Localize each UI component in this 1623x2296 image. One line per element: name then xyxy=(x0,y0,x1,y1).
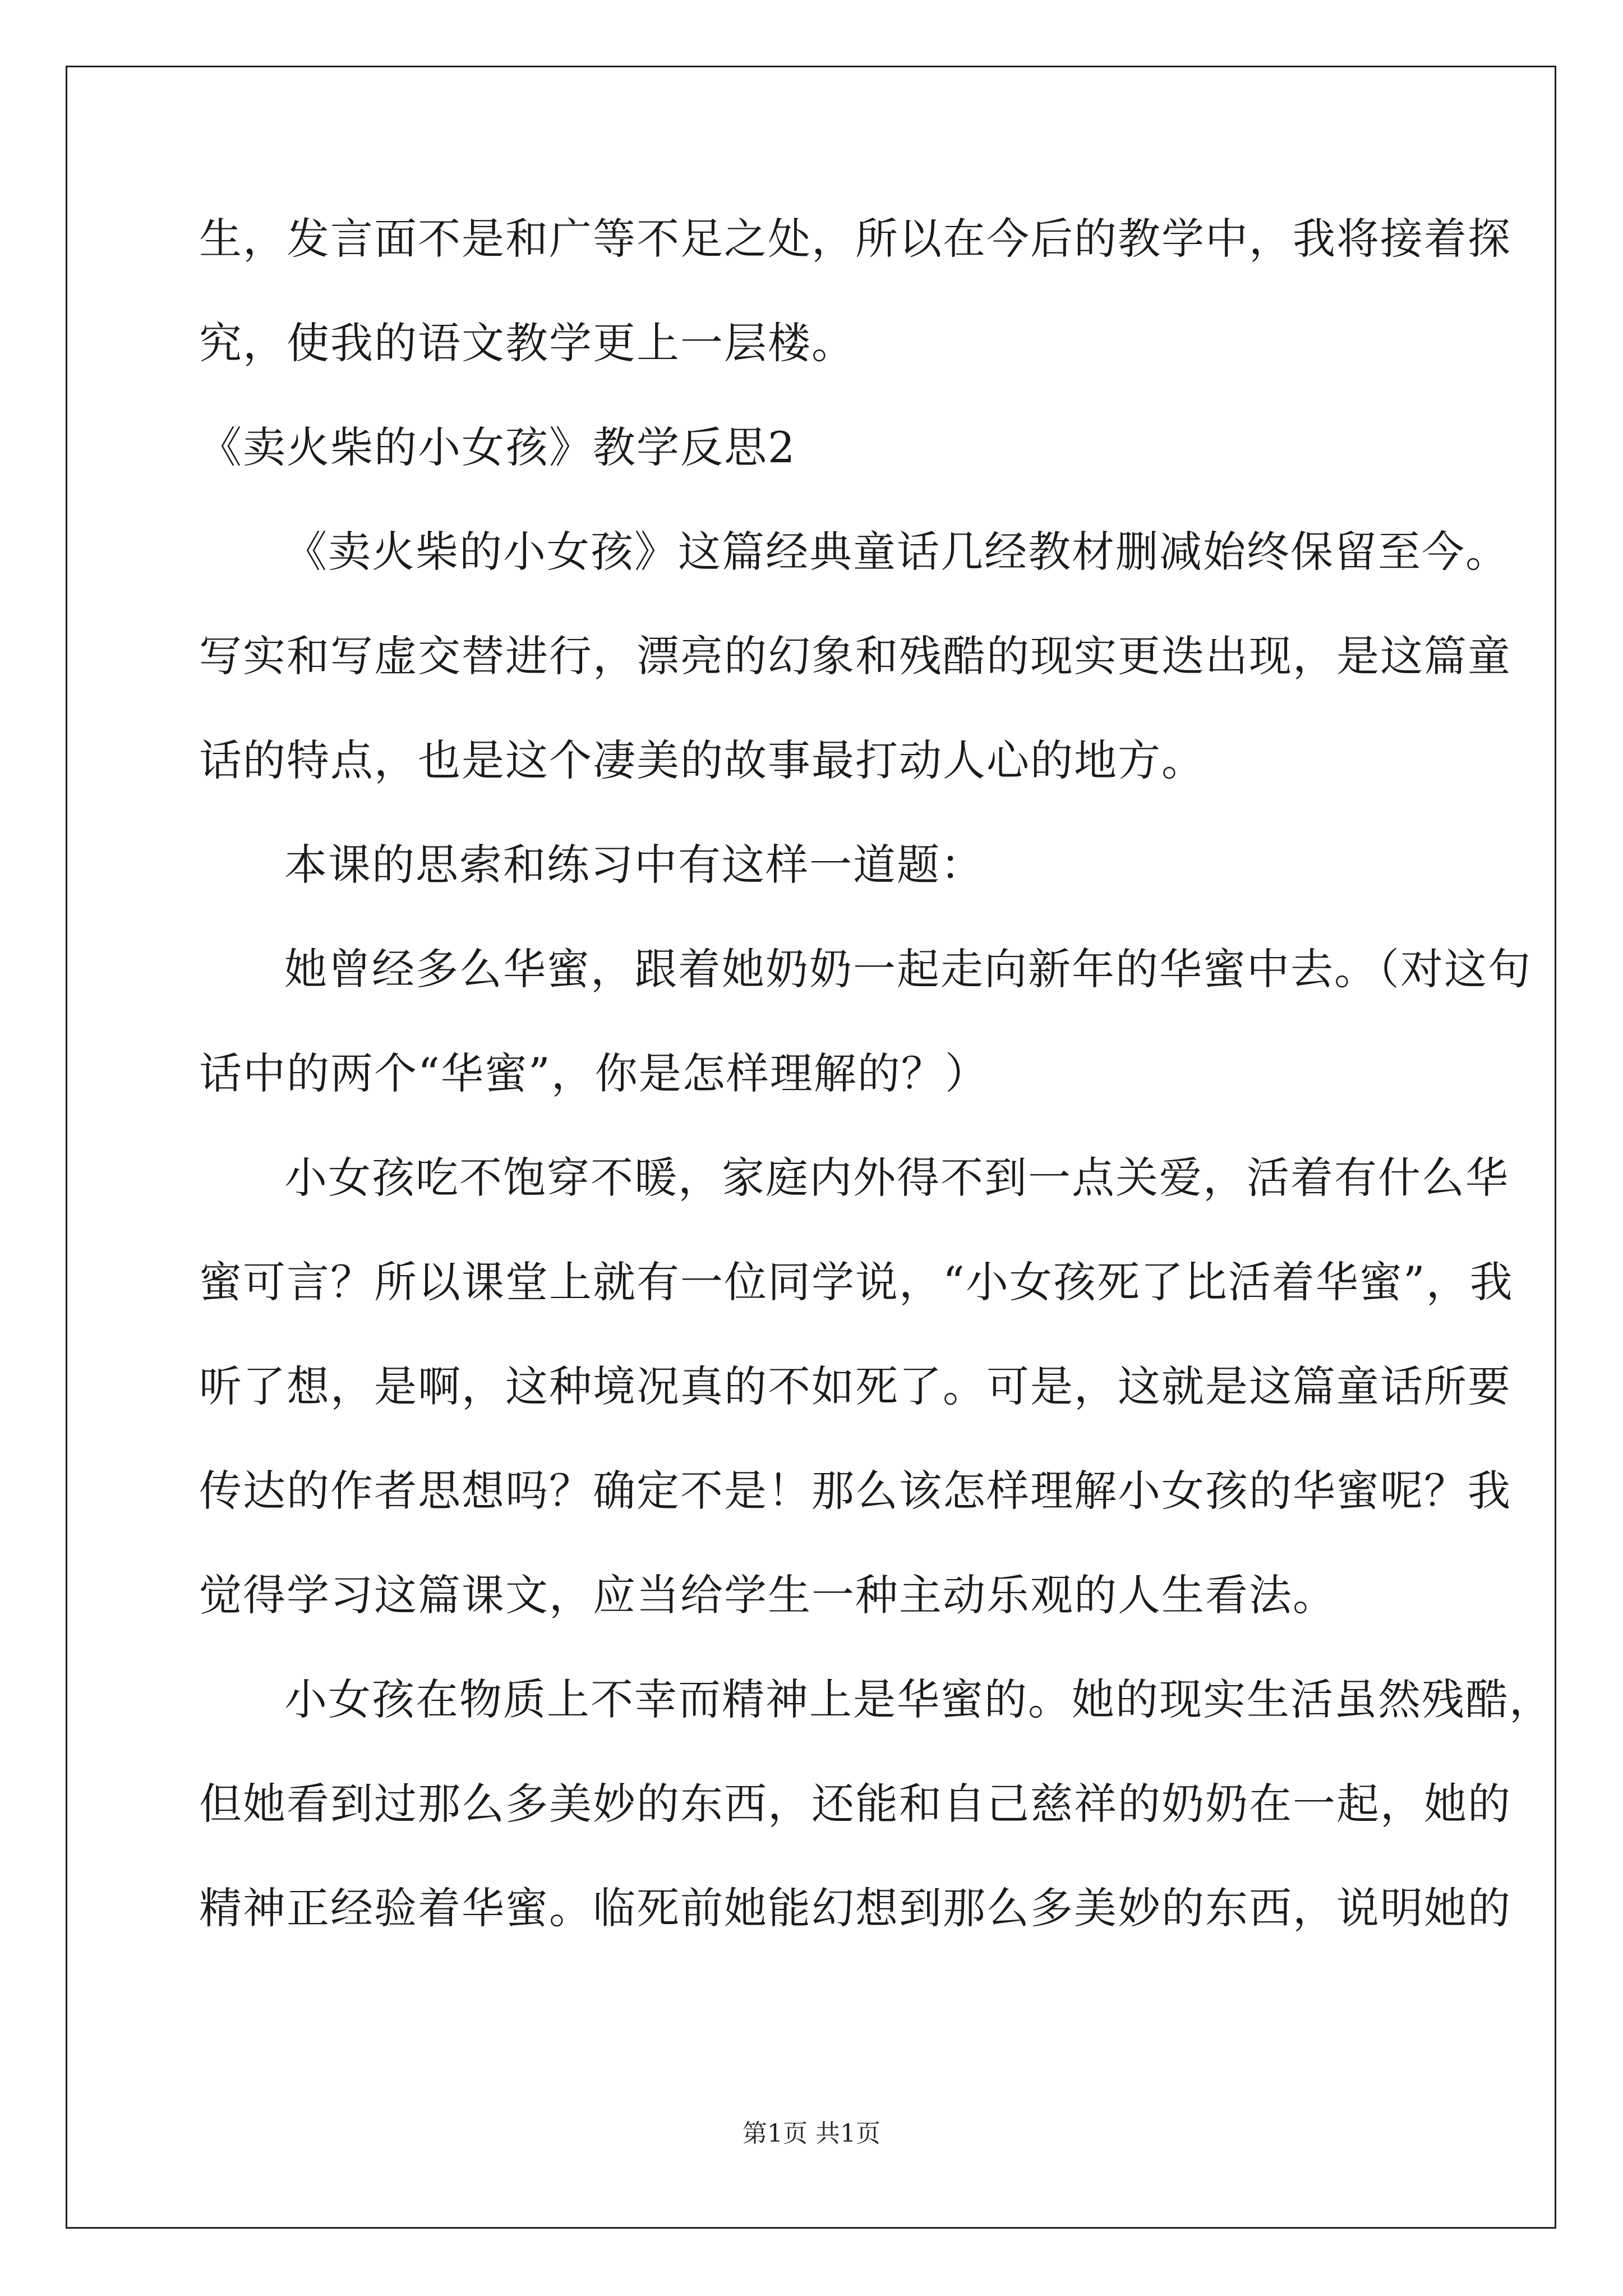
text-line: 蜜可言？所以课堂上就有一位同学说，“小女孩死了比活着华蜜”，我 xyxy=(199,1257,1514,1307)
section-heading: 《卖火柴的小女孩》教学反思2 xyxy=(199,422,796,472)
text-line: 觉得学习这篇课文，应当给学生一种主动乐观的人生看法。 xyxy=(199,1570,1336,1620)
text-line: 听了想，是啊，这种境况真的不如死了。可是，这就是这篇童话所要 xyxy=(199,1361,1511,1411)
text-line: 但她看到过那么多美妙的东西，还能和自己慈祥的奶奶在一起，她的 xyxy=(199,1779,1511,1829)
text-line: 写实和写虚交替进行，漂亮的幻象和残酷的现实更迭出现，是这篇童 xyxy=(199,631,1511,681)
page-number-footer: 第1页 共1页 xyxy=(743,2119,880,2148)
text-line: 传达的作者思想吗？确定不是！那么该怎样理解小女孩的华蜜呢？我 xyxy=(199,1466,1511,1516)
paragraph-start: 小女孩吃不饱穿不暖，家庭内外得不到一点关爱，活着有什么华 xyxy=(284,1153,1509,1203)
text-line: 话中的两个“华蜜”，你是怎样理解的？） xyxy=(199,1048,989,1098)
text-line: 生，发言面不是和广等不足之处，所以在今后的教学中，我将接着探 xyxy=(199,214,1511,264)
text-line: 话的特点，也是这个凄美的故事最打动人心的地方。 xyxy=(199,735,1205,785)
paragraph-start: 《卖火柴的小女孩》这篇经典童话几经教材删减始终保留至今。 xyxy=(284,527,1509,577)
paragraph-start: 小女孩在物质上不幸而精神上是华蜜的。她的现实生活虽然残酷， xyxy=(284,1674,1553,1724)
text-line: 究，使我的语文教学更上一层楼。 xyxy=(199,318,855,368)
paragraph-start: 本课的思索和练习中有这样一道题： xyxy=(284,840,984,890)
paragraph-start: 她曾经多么华蜜，跟着她奶奶一起走向新年的华蜜中去。（对这句 xyxy=(284,944,1532,994)
text-line: 精神正经验着华蜜。临死前她能幻想到那么多美妙的东西，说明她的 xyxy=(199,1883,1511,1933)
